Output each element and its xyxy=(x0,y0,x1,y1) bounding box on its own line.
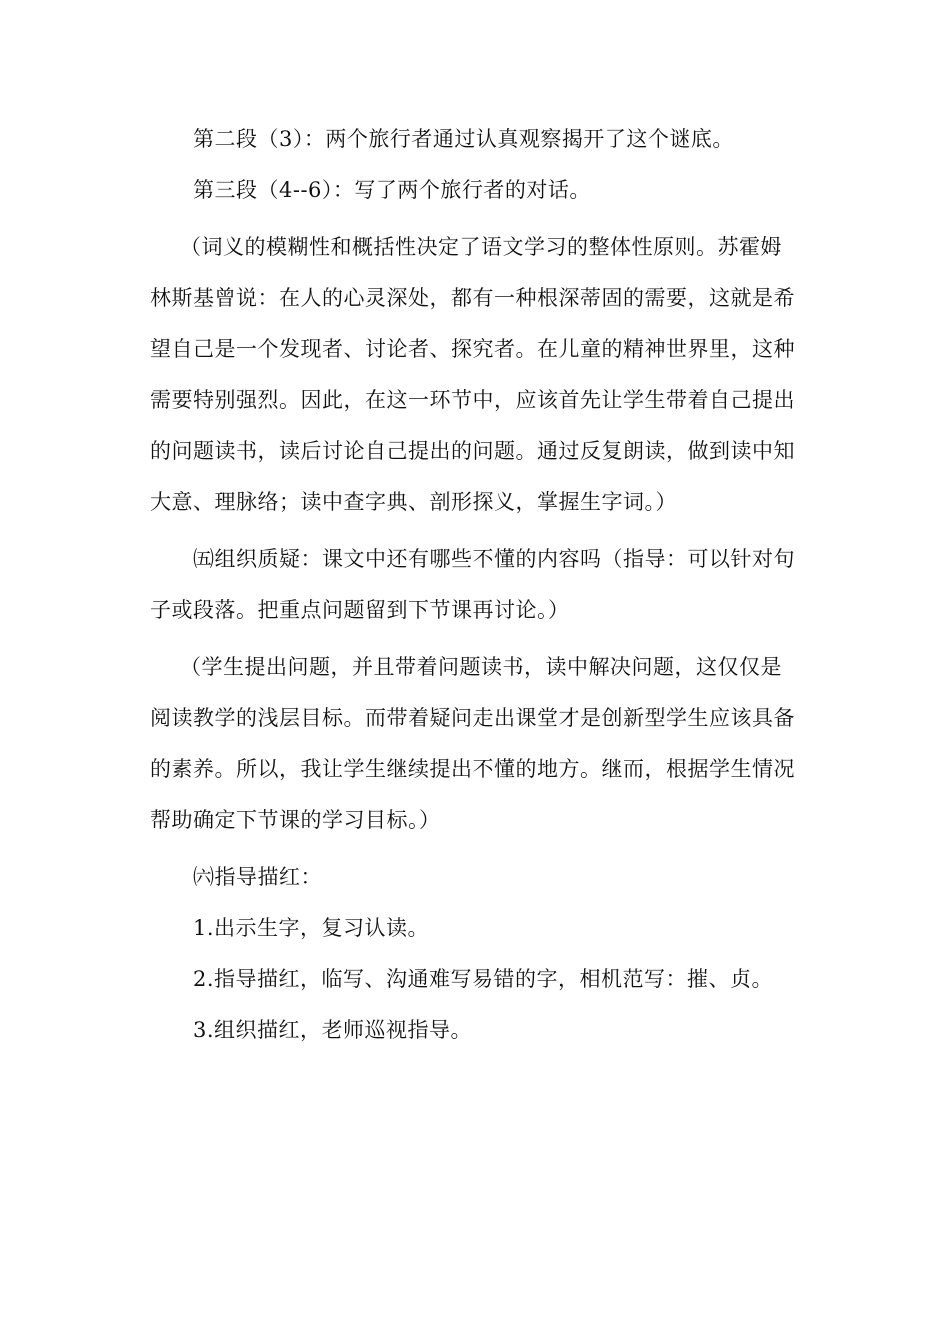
paragraph-section-two: 第二段（3）：两个旅行者通过认真观察揭开了这个谜底。 xyxy=(193,127,734,151)
paragraph-step-five-questions: ㈤组织质疑：课文中还有哪些不懂的内容吗（指导：可以针对句子或段落。把重点问题留到下节课再讨论。） xyxy=(150,547,795,622)
list-item-3: 3.组织描红，老师巡视指导。 xyxy=(193,1018,473,1042)
paragraph-step-six-tracing: ㈥指导描红： xyxy=(193,865,322,889)
list-item-2: 2.指导描红，临写、沟通难写易错的字，相机范写：摧、贞。 xyxy=(193,967,774,991)
paragraph-commentary-vocabulary: （词义的模糊性和概括性决定了语文学习的整体性原则。苏霍姆林斯基曾说：在人的心灵深处，都有一种根深蒂固的需要，这就是希望自己是一个发现者、讨论者、探究者。在儿童的精神世界里，这种需要特别强烈。因此，在这一环节中，应该首先让学生带着自己提出的问题读书，读后讨论自己提出的问题。通过反复朗读，做到读中知大意、理脉络；读中查字典、剖形探义，掌握生字词。） xyxy=(150,235,795,514)
paragraph-commentary-questions: （学生提出问题，并且带着问题读书，读中解决问题，这仅仅是阅读教学的浅层目标。而带着疑问走出课堂才是创新型学生应该具备的素养。所以，我让学生继续提出不懂的地方。继而，根据学生情况帮助确定下节课的学习目标。） xyxy=(150,655,795,832)
paragraph-section-three: 第三段（4--6）：写了两个旅行者的对话。 xyxy=(193,178,591,202)
list-item-1: 1.出示生字，复习认读。 xyxy=(193,916,430,940)
document-body xyxy=(150,114,800,1056)
